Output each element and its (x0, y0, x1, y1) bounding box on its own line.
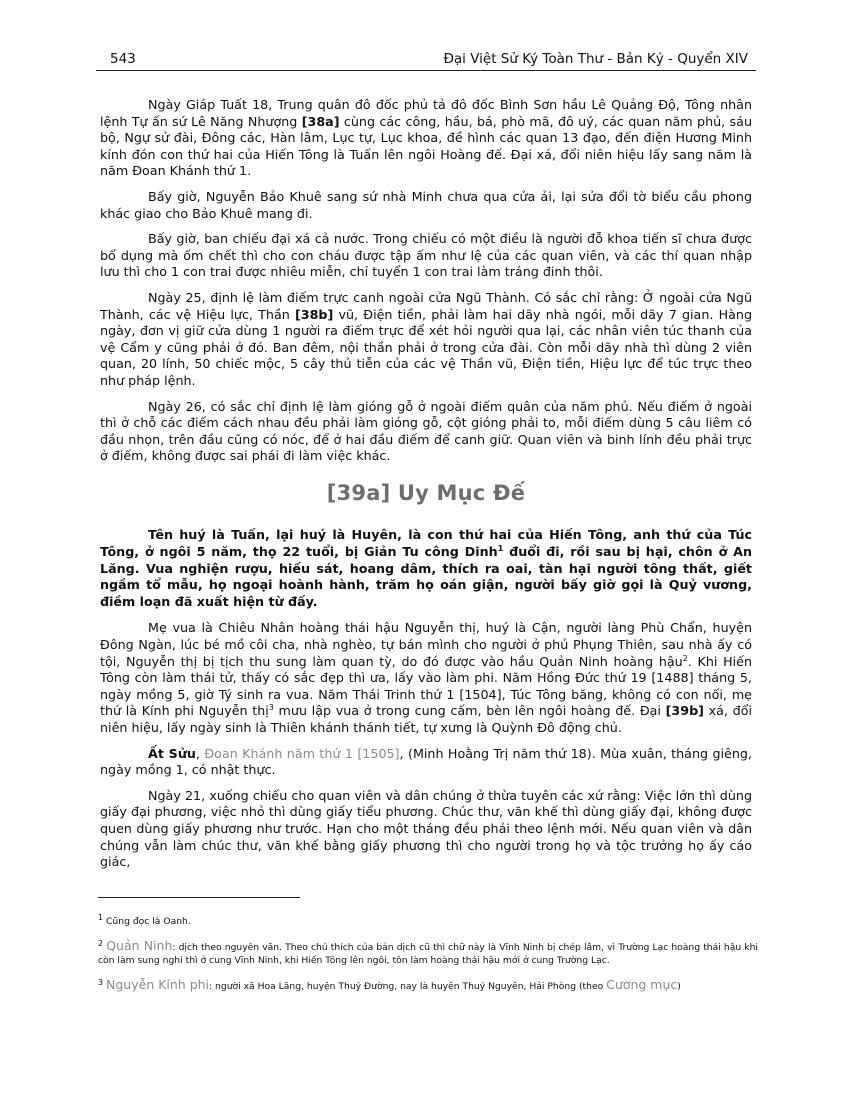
year-name: Ất Sửu (148, 745, 196, 761)
section-title: [39a] Uy Mục Đế (326, 480, 526, 505)
paragraph (100, 290, 752, 390)
page-number: 543 (110, 51, 136, 67)
footnote-text: : người xã Hoa Lăng, huyện Thuỷ Đường, nay là huyện Thuỷ Nguyên, Hải Phòng (theo (209, 981, 607, 992)
paragraph: Bấy giờ, ban chiếu đại xá cả nước. Trong chiếu có một điều là người đỗ khoa tiến sĩ chưa được bổ dụng mà ốm chết thì cho con cháu được tập ấm như lệ của các quan viên, và các thí quan nhập lưu thì cho 1 con trai được nhiêu miễn, chỉ tuyển 1 con trai làm tráng đinh thôi. (100, 231, 752, 280)
paragraph-text: Ngày Giáp Tuất 18, Trung quân đô đốc phủ tả đô đốc Bình Sơn hầu Lê Quảng Độ, Tông nhân lệnh Tự ấn sứ Lê Năng Nhượng (100, 97, 752, 129)
era-name: Đoan Khánh năm thứ 1 [1505] (204, 745, 400, 761)
footnotes (98, 912, 758, 1004)
paragraph-text: Ngày 25, định lệ làm điếm trực canh ngoài cửa Ngũ Thành. Có sắc chỉ rằng: Ở ngoài cửa Ngũ Thành, các vệ Hiệu lực, Thần (100, 289, 752, 322)
paragraph-text: xá, đổi niên hiệu, lấy ngày sinh là Thiên khánh thánh tiết, tự xưng là Quỳnh Đô động chủ. (100, 703, 752, 735)
paragraph-text: , (Minh Hoằng Trị năm thứ 18). Mùa xuân, tháng giêng, ngày mồng 1, có nhật thực. (100, 745, 752, 778)
footnote-text: Cũng đọc là Oanh. (103, 916, 191, 927)
footnote-term: Quản Ninh (106, 938, 173, 953)
footnote-term: Cương mục (606, 977, 678, 992)
page-ref: [38b] (294, 306, 334, 322)
summary-text: Tên huý là Tuấn, lại huý là Huyên, là con thứ hai của Hiến Tông, anh thứ của Túc Tông, ở ngôi 5 năm, thọ 22 tuổi, bị Giản Tu công Dinh (100, 527, 752, 560)
footnote-ref[interactable]: 3 (268, 703, 274, 713)
paragraph (100, 97, 752, 180)
paragraph-text: Mẹ vua là Chiêu Nhân hoàng thái hậu Nguyễn thị, huý là Cận, người làng Phù Chẩn, huyện Đông Ngàn, lúc bé mồ côi cha, nhà nghèo, tự bán mình cho người ở phủ Phụng Thiên, sau nhà ấy có tội, Nguyễn thị bị tịch thu sung làm quan tỳ, do đó được vào hầu Quản Ninh hoàng hậu (100, 620, 752, 669)
footnote-ref[interactable]: 1 (497, 543, 504, 553)
paragraph: Ngày 21, xuống chiếu cho quan viên và dân chúng ở thừa tuyên các xứ rằng: Việc lớn thì dùng giấy đại phương, việc nhỏ thì dùng giấy tiểu phương. Chúc thư, văn khế thì dùng giấy đại, không được quen dùng giấy phương như trước. Hạn cho một tháng đều phải theo lệnh mới. Nếu quan viên và dân chúng vẫn làm chúc thư, văn khế bằng giấy phương thì cho người trong họ và tộc trưởng họ ấy cáo giác, (100, 787, 752, 870)
paragraph-text: vũ, Điện tiền, phải làm hai dãy nhà ngói, mỗi dãy 7 gian. Hàng ngày, đơn vị giữ cửa dùng 1 người ra điếm trực để xét hỏi người qua lại, các nhân viên túc thanh của vệ Cẩm y cũng phải ở đó. Ban đêm, nội thần phải ở trong cửa đài. Còn mỗi dãy nhà thì dùng 2 viên quan, 20 lính, 50 chiếc mộc, 5 cây thủ tiễn của các vệ Thần vũ, Điện tiền, Hiệu lực để túc trực theo như pháp lệnh. (100, 306, 752, 388)
paragraph-text: cùng các công, hầu, bá, phò mã, đô uý, các quan năm phủ, sáu bộ, Ngự sử đài, Đông các, Hàn lâm, Lục tự, Lục khoa, đề hình các quan 13 đạo, đến điện Hương Minh kính đón con thứ hai của Hiến Tông là Tuấn lên ngôi Hoàng đế. Đại xá, đổi niên hiệu lấy sang năm là năm Đoan Khánh thứ 1. (100, 113, 752, 179)
footnote-2 (98, 939, 758, 967)
footnote-number: 2 (98, 938, 104, 948)
book-title: Đại Việt Sử Ký Toàn Thư - Bản Kỷ - Quyển XIV (443, 51, 748, 67)
footnote-text: : dịch theo nguyên văn. Theo chú thích của bản dịch cũ thì chữ này là Vĩnh Ninh bị chép lầm, vì Trường Lạc hoàng thái hậu khi còn làm sung nghi thì ở cung Vĩnh Ninh, khi Hiến Tông lên ngôi, tôn làm hoàng thái hậu mới ở cung Trường Lạc. (98, 942, 758, 966)
paragraph (100, 746, 752, 779)
reign-summary (100, 527, 752, 610)
page-body (100, 97, 752, 880)
paragraph-text: . Khi Hiến Tông còn làm thái tử, thấy có sắc đẹp thì ưa, lấy vào làm phi. Năm Hồng Đức thứ 19 [1488] tháng 5, ngày mồng 5, giờ Tý sinh ra vua. Năm Thái Trinh thứ 1 [1504], Túc Tông băng, không có con nối, mẹ thứ là Kính phi Nguyễn thị (100, 653, 752, 719)
footnote-number: 3 (98, 977, 104, 987)
separator: , (195, 745, 205, 761)
footnote-text: ) (677, 981, 681, 992)
paragraph (100, 620, 752, 736)
summary-text: đuổi đi, rồi sau bị hại, chôn ở An Lăng. Vua nghiện rượu, hiếu sát, hoang dâm, thích ra oai, tàn hại người tông thất, giết ngầm tổ mẫu, họ ngoại hoành hành, trăm họ oán giận, người bấy giờ gọi là Quỷ vương, điềm loạn đã xuất hiện từ đấy. (100, 544, 753, 609)
page-header (96, 48, 756, 71)
paragraph-text: mưu lập vua ở trong cung cấm, bèn lên ngôi hoàng đế. Đại (273, 703, 666, 719)
footnote-term: Nguyễn Kính phi (106, 977, 210, 992)
footnote-3 (98, 978, 758, 993)
paragraph: Ngày 26, có sắc chỉ định lệ làm gióng gỗ ở ngoài điếm quân của năm phủ. Nếu điếm ở ngoài thì ở chỗ các điếm cách nhau đều phải làm gióng gỗ, cột gióng phải to, mỗi điếm dùng 5 câu liêm có đầu nhọn, trên đầu cũng có nóc, để ở hai đầu điếm để canh giữ. Quan viên và binh lính đều phải trực ở điếm, không được sai phái đi làm việc khác. (100, 398, 752, 464)
page-ref: [38a] (301, 113, 340, 129)
footnote-ref[interactable]: 2 (682, 653, 688, 663)
paragraph: Bấy giờ, Nguyễn Bảo Khuê sang sứ nhà Minh chưa qua cửa ải, lại sửa đổi tờ biểu cầu phong khác giao cho Bảo Khuê mang đi. (100, 188, 752, 221)
footnote-number: 1 (98, 912, 104, 922)
footnote-divider (98, 897, 300, 898)
footnote-1 (98, 912, 758, 928)
page-ref: [39b] (665, 703, 704, 719)
